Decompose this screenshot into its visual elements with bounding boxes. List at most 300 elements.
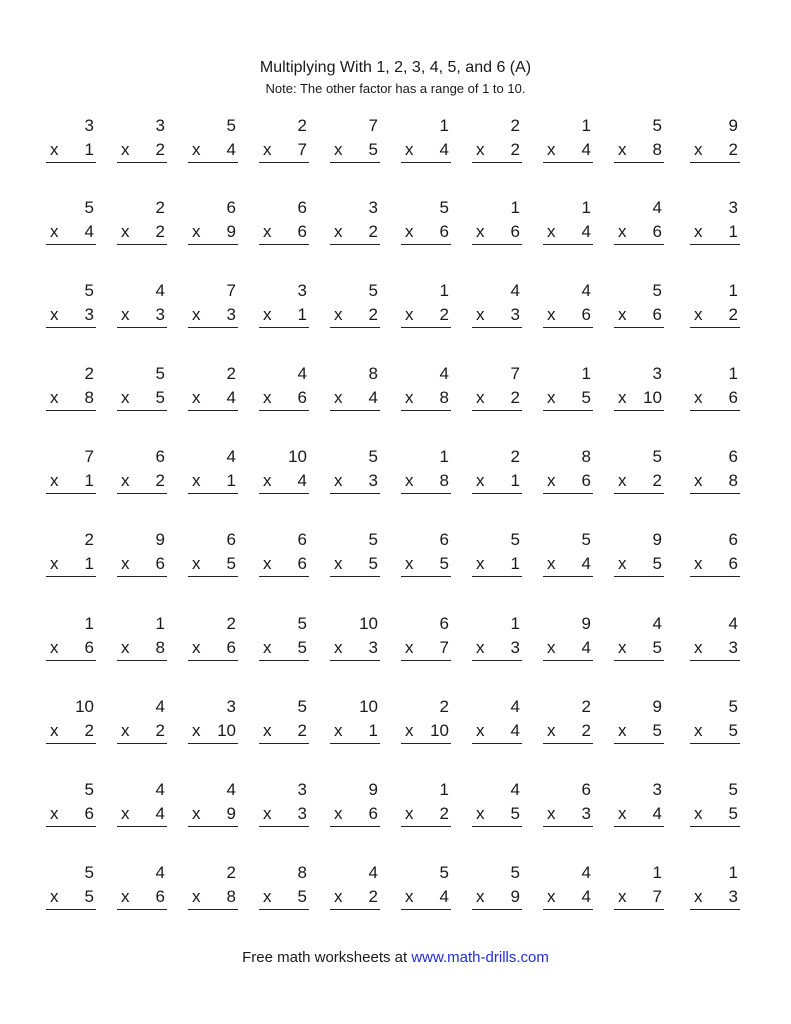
top-factor: 3 (297, 281, 307, 300)
bottom-factor: 5 (652, 638, 662, 657)
answer-line (330, 743, 380, 744)
problem-7-2 (117, 614, 167, 662)
bottom-factor: 4 (581, 140, 591, 159)
top-factor: 5 (510, 530, 520, 549)
bottom-row (401, 887, 451, 907)
bottom-row (188, 222, 238, 242)
problem-4-8 (543, 364, 593, 412)
multiply-operator: x (405, 222, 414, 241)
top-factor: 2 (226, 863, 236, 882)
answer-line (690, 576, 740, 577)
problem-3-8 (543, 281, 593, 329)
top-factor: 6 (297, 530, 307, 549)
bottom-factor: 4 (581, 222, 591, 241)
bottom-row (188, 554, 238, 574)
answer-line (117, 244, 167, 245)
problem-7-3 (188, 614, 238, 662)
bottom-row (46, 638, 96, 658)
top-factor: 1 (652, 863, 662, 882)
answer-line (614, 909, 664, 910)
answer-line (543, 410, 593, 411)
problem-10-2 (117, 863, 167, 911)
bottom-factor: 2 (510, 140, 520, 159)
bottom-row (330, 305, 380, 325)
multiply-operator: x (694, 804, 703, 823)
bottom-row (117, 887, 167, 907)
top-factor: 3 (84, 116, 94, 135)
multiply-operator: x (547, 554, 556, 573)
multiply-operator: x (50, 140, 59, 159)
bottom-row (46, 471, 96, 491)
top-factor: 1 (84, 614, 94, 633)
bottom-factor: 2 (155, 471, 165, 490)
answer-line (614, 410, 664, 411)
answer-line (690, 244, 740, 245)
multiply-operator: x (405, 305, 414, 324)
bottom-row (614, 222, 664, 242)
problem-5-10 (690, 447, 740, 495)
bottom-factor: 4 (652, 804, 662, 823)
multiply-operator: x (547, 887, 556, 906)
top-factor: 6 (581, 780, 591, 799)
problem-1-6 (401, 116, 451, 164)
answer-line (188, 826, 238, 827)
top-factor: 1 (728, 364, 738, 383)
problem-5-6 (401, 447, 451, 495)
multiply-operator: x (476, 721, 485, 740)
problem-8-6 (401, 697, 451, 745)
multiply-operator: x (618, 721, 627, 740)
bottom-row (259, 305, 309, 325)
problem-5-5 (330, 447, 380, 495)
bottom-row (330, 554, 380, 574)
bottom-factor: 7 (297, 140, 307, 159)
bottom-factor: 2 (439, 305, 449, 324)
multiply-operator: x (192, 305, 201, 324)
top-factor: 1 (581, 364, 591, 383)
top-factor: 5 (439, 863, 449, 882)
multiply-operator: x (618, 554, 627, 573)
problem-5-1 (46, 447, 96, 495)
answer-line (117, 410, 167, 411)
problem-2-5 (330, 198, 380, 246)
problem-6-5 (330, 530, 380, 578)
top-factor: 5 (652, 447, 662, 466)
bottom-factor: 4 (581, 638, 591, 657)
top-factor: 5 (84, 780, 94, 799)
answer-line (259, 909, 309, 910)
problem-9-4 (259, 780, 309, 828)
multiply-operator: x (334, 471, 343, 490)
answer-line (259, 826, 309, 827)
answer-line (472, 162, 522, 163)
answer-line (401, 909, 451, 910)
answer-line (401, 493, 451, 494)
answer-line (330, 244, 380, 245)
top-factor: 6 (728, 447, 738, 466)
multiply-operator: x (476, 638, 485, 657)
top-factor: 5 (155, 364, 165, 383)
problem-6-9 (614, 530, 664, 578)
multiply-operator: x (405, 140, 414, 159)
bottom-row (401, 305, 451, 325)
multiply-operator: x (618, 222, 627, 241)
multiply-operator: x (476, 887, 485, 906)
bottom-row (46, 721, 96, 741)
bottom-factor: 2 (297, 721, 307, 740)
top-factor: 5 (581, 530, 591, 549)
top-factor: 2 (226, 364, 236, 383)
bottom-row (472, 388, 522, 408)
problem-9-3 (188, 780, 238, 828)
answer-line (46, 244, 96, 245)
bottom-factor: 1 (368, 721, 378, 740)
problem-4-5 (330, 364, 380, 412)
answer-line (46, 743, 96, 744)
multiply-operator: x (334, 222, 343, 241)
problem-8-10 (690, 697, 740, 745)
bottom-factor: 1 (510, 471, 520, 490)
bottom-row (259, 804, 309, 824)
bottom-row (614, 388, 664, 408)
problem-1-9 (614, 116, 664, 164)
answer-line (117, 743, 167, 744)
multiply-operator: x (263, 721, 272, 740)
bottom-row (472, 638, 522, 658)
top-factor: 7 (510, 364, 520, 383)
problem-9-8 (543, 780, 593, 828)
bottom-row (690, 554, 740, 574)
answer-line (690, 826, 740, 827)
top-factor: 1 (155, 614, 165, 633)
answer-line (330, 162, 380, 163)
top-factor: 4 (728, 614, 738, 633)
answer-line (690, 660, 740, 661)
bottom-factor: 7 (652, 887, 662, 906)
problem-3-2 (117, 281, 167, 329)
top-factor: 5 (84, 281, 94, 300)
multiply-operator: x (694, 222, 703, 241)
problem-5-8 (543, 447, 593, 495)
multiply-operator: x (694, 388, 703, 407)
answer-line (614, 576, 664, 577)
bottom-factor: 4 (581, 554, 591, 573)
top-factor: 3 (652, 364, 662, 383)
bottom-row (690, 804, 740, 824)
multiply-operator: x (121, 471, 130, 490)
answer-line (614, 660, 664, 661)
bottom-row (117, 471, 167, 491)
bottom-factor: 3 (226, 305, 236, 324)
answer-line (690, 493, 740, 494)
problem-10-9 (614, 863, 664, 911)
problem-10-8 (543, 863, 593, 911)
multiply-operator: x (121, 305, 130, 324)
top-factor: 10 (288, 447, 307, 466)
top-factor: 1 (510, 198, 520, 217)
bottom-row (188, 140, 238, 160)
multiply-operator: x (547, 305, 556, 324)
top-factor: 4 (368, 863, 378, 882)
top-factor: 7 (84, 447, 94, 466)
multiply-operator: x (263, 554, 272, 573)
bottom-row (46, 887, 96, 907)
bottom-factor: 6 (297, 388, 307, 407)
answer-line (188, 576, 238, 577)
bottom-factor: 4 (439, 140, 449, 159)
footer-link[interactable]: www.math-drills.com (411, 949, 549, 966)
bottom-factor: 1 (510, 554, 520, 573)
answer-line (472, 410, 522, 411)
bottom-factor: 3 (368, 638, 378, 657)
bottom-row (46, 554, 96, 574)
top-factor: 5 (368, 281, 378, 300)
problem-9-7 (472, 780, 522, 828)
answer-line (188, 410, 238, 411)
bottom-row (690, 887, 740, 907)
multiply-operator: x (476, 305, 485, 324)
answer-line (472, 909, 522, 910)
problem-1-3 (188, 116, 238, 164)
bottom-row (401, 804, 451, 824)
answer-line (472, 743, 522, 744)
answer-line (472, 493, 522, 494)
bottom-factor: 2 (155, 140, 165, 159)
top-factor: 1 (439, 447, 449, 466)
problem-1-1 (46, 116, 96, 164)
answer-line (188, 493, 238, 494)
bottom-factor: 1 (226, 471, 236, 490)
footer-text: Free math worksheets at (242, 949, 412, 966)
top-factor: 4 (155, 697, 165, 716)
bottom-factor: 4 (226, 140, 236, 159)
bottom-factor: 9 (226, 804, 236, 823)
problem-2-2 (117, 198, 167, 246)
bottom-row (117, 388, 167, 408)
bottom-factor: 5 (368, 140, 378, 159)
answer-line (46, 410, 96, 411)
top-factor: 9 (368, 780, 378, 799)
top-factor: 3 (728, 198, 738, 217)
answer-line (401, 410, 451, 411)
bottom-row (117, 222, 167, 242)
bottom-row (117, 638, 167, 658)
bottom-factor: 4 (368, 388, 378, 407)
bottom-row (543, 554, 593, 574)
answer-line (614, 162, 664, 163)
bottom-factor: 6 (155, 554, 165, 573)
problem-4-9 (614, 364, 664, 412)
top-factor: 4 (155, 863, 165, 882)
bottom-factor: 3 (728, 887, 738, 906)
answer-line (259, 743, 309, 744)
problem-2-1 (46, 198, 96, 246)
multiply-operator: x (405, 804, 414, 823)
bottom-factor: 5 (84, 887, 94, 906)
top-factor: 6 (439, 614, 449, 633)
bottom-factor: 4 (297, 471, 307, 490)
top-factor: 2 (155, 198, 165, 217)
bottom-row (472, 471, 522, 491)
top-factor: 4 (155, 780, 165, 799)
problem-5-4 (259, 447, 309, 495)
bottom-factor: 2 (84, 721, 94, 740)
answer-line (472, 826, 522, 827)
bottom-row (188, 305, 238, 325)
problem-2-7 (472, 198, 522, 246)
bottom-factor: 3 (581, 804, 591, 823)
answer-line (614, 244, 664, 245)
bottom-row (46, 388, 96, 408)
multiply-operator: x (263, 471, 272, 490)
bottom-row (117, 554, 167, 574)
top-factor: 4 (581, 863, 591, 882)
problem-7-6 (401, 614, 451, 662)
answer-line (188, 244, 238, 245)
multiply-operator: x (694, 305, 703, 324)
multiply-operator: x (618, 305, 627, 324)
problem-6-4 (259, 530, 309, 578)
answer-line (472, 576, 522, 577)
multiply-operator: x (618, 388, 627, 407)
bottom-factor: 5 (728, 721, 738, 740)
multiply-operator: x (192, 554, 201, 573)
bottom-factor: 4 (84, 222, 94, 241)
problem-2-6 (401, 198, 451, 246)
problem-10-4 (259, 863, 309, 911)
bottom-row (690, 471, 740, 491)
problem-10-6 (401, 863, 451, 911)
problem-3-3 (188, 281, 238, 329)
problem-4-2 (117, 364, 167, 412)
top-factor: 2 (84, 364, 94, 383)
top-factor: 2 (581, 697, 591, 716)
bottom-factor: 2 (510, 388, 520, 407)
answer-line (690, 327, 740, 328)
top-factor: 1 (728, 863, 738, 882)
multiply-operator: x (192, 222, 201, 241)
top-factor: 5 (510, 863, 520, 882)
bottom-row (330, 140, 380, 160)
problem-6-6 (401, 530, 451, 578)
bottom-factor: 2 (728, 140, 738, 159)
bottom-factor: 2 (581, 721, 591, 740)
bottom-row (614, 721, 664, 741)
answer-line (259, 327, 309, 328)
bottom-row (117, 305, 167, 325)
bottom-factor: 2 (155, 222, 165, 241)
top-factor: 10 (359, 614, 378, 633)
answer-line (614, 327, 664, 328)
bottom-row (401, 554, 451, 574)
bottom-row (543, 804, 593, 824)
multiply-operator: x (50, 887, 59, 906)
multiply-operator: x (263, 305, 272, 324)
bottom-row (259, 471, 309, 491)
bottom-row (543, 638, 593, 658)
problem-9-6 (401, 780, 451, 828)
answer-line (117, 162, 167, 163)
bottom-row (330, 471, 380, 491)
bottom-factor: 2 (439, 804, 449, 823)
top-factor: 3 (155, 116, 165, 135)
bottom-factor: 5 (439, 554, 449, 573)
multiply-operator: x (263, 887, 272, 906)
answer-line (543, 826, 593, 827)
bottom-row (259, 721, 309, 741)
top-factor: 10 (75, 697, 94, 716)
top-factor: 4 (439, 364, 449, 383)
multiply-operator: x (50, 471, 59, 490)
bottom-factor: 1 (728, 222, 738, 241)
bottom-row (472, 887, 522, 907)
bottom-row (46, 305, 96, 325)
multiply-operator: x (547, 638, 556, 657)
multiply-operator: x (547, 471, 556, 490)
bottom-factor: 1 (84, 140, 94, 159)
top-factor: 5 (297, 697, 307, 716)
bottom-row (614, 804, 664, 824)
multiply-operator: x (618, 140, 627, 159)
bottom-factor: 3 (297, 804, 307, 823)
bottom-row (330, 388, 380, 408)
bottom-factor: 3 (510, 638, 520, 657)
multiply-operator: x (476, 388, 485, 407)
multiply-operator: x (192, 388, 201, 407)
top-factor: 8 (297, 863, 307, 882)
answer-line (330, 327, 380, 328)
bottom-factor: 6 (84, 804, 94, 823)
bottom-row (472, 140, 522, 160)
answer-line (543, 660, 593, 661)
bottom-row (401, 638, 451, 658)
bottom-factor: 2 (368, 887, 378, 906)
bottom-row (543, 887, 593, 907)
problem-9-1 (46, 780, 96, 828)
top-factor: 6 (226, 530, 236, 549)
bottom-factor: 6 (581, 471, 591, 490)
bottom-factor: 6 (581, 305, 591, 324)
bottom-factor: 3 (368, 471, 378, 490)
bottom-row (188, 638, 238, 658)
bottom-row (330, 638, 380, 658)
bottom-row (543, 305, 593, 325)
multiply-operator: x (50, 721, 59, 740)
top-factor: 4 (226, 447, 236, 466)
top-factor: 1 (439, 116, 449, 135)
bottom-row (614, 305, 664, 325)
problem-1-5 (330, 116, 380, 164)
answer-line (690, 410, 740, 411)
bottom-factor: 2 (368, 222, 378, 241)
top-factor: 5 (297, 614, 307, 633)
multiply-operator: x (618, 804, 627, 823)
top-factor: 7 (368, 116, 378, 135)
bottom-factor: 6 (368, 804, 378, 823)
multiply-operator: x (263, 222, 272, 241)
answer-line (401, 576, 451, 577)
bottom-factor: 5 (297, 887, 307, 906)
top-factor: 4 (652, 198, 662, 217)
multiply-operator: x (192, 804, 201, 823)
bottom-row (330, 721, 380, 741)
answer-line (188, 660, 238, 661)
top-factor: 3 (226, 697, 236, 716)
bottom-row (401, 721, 451, 741)
answer-line (330, 493, 380, 494)
bottom-factor: 6 (297, 554, 307, 573)
multiply-operator: x (476, 140, 485, 159)
